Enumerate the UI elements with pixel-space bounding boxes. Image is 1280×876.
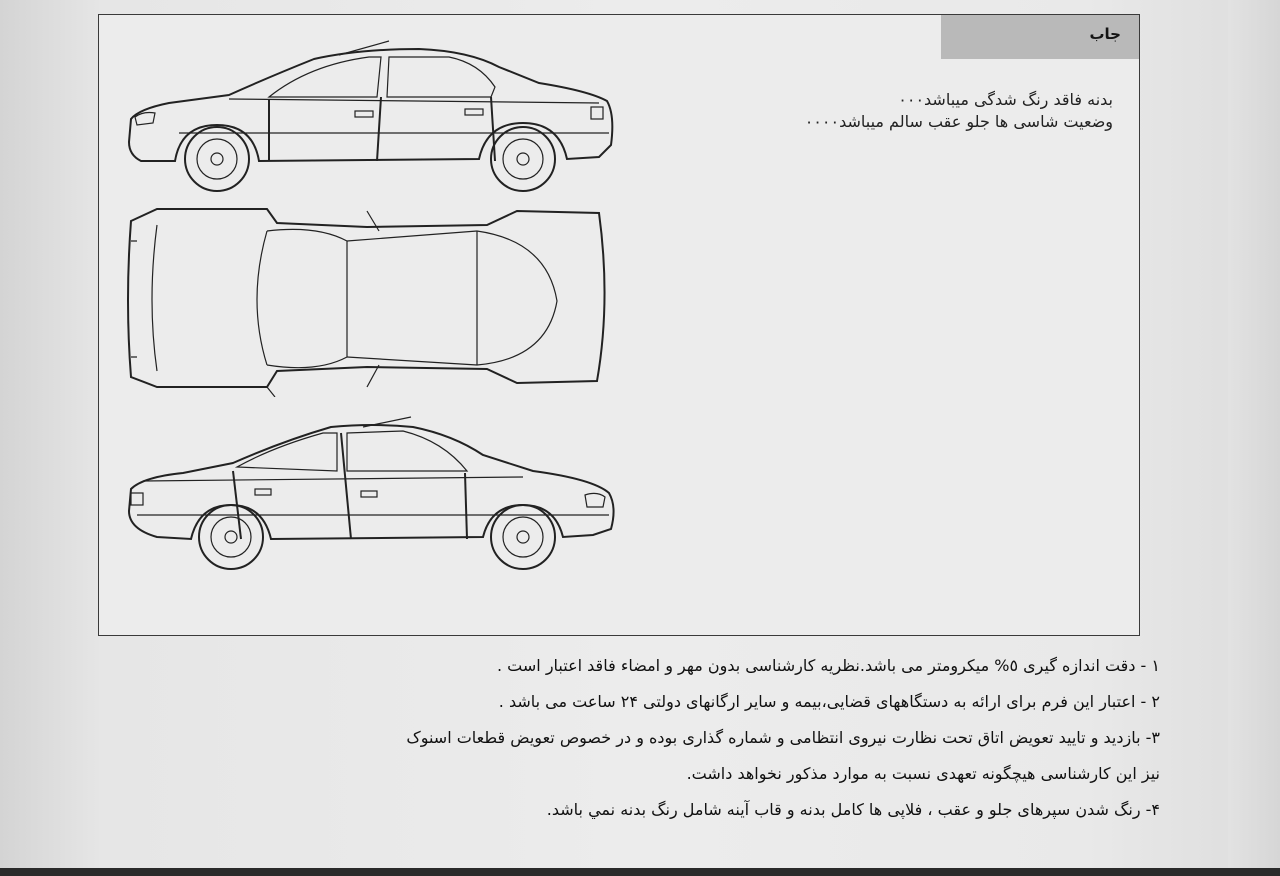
footnote-line: ٢ - اعتبار این فرم برای ارائه به دستگاههای قضایی،بیمه و سایر ارگانهای دولتی ٢۴ ساعت می باشد . — [498, 692, 1160, 711]
footnote-line: ۴- رنگ شدن سپرهای جلو و عقب ، فلاپی ها کامل بدنه و قاب آینه شامل رنگ بدنه نمي باشد. — [546, 800, 1160, 819]
note-line: بدنه فاقد رنگ شدگی میباشد٠٠٠ — [898, 90, 1113, 109]
paper-edge — [1228, 0, 1280, 876]
car-side-view-left — [119, 37, 619, 197]
note-line: وضعیت شاسی ها جلو عقب سالم میباشد٠٠٠٠ — [804, 112, 1113, 131]
footnotes — [60, 648, 1160, 828]
car-side-view-right — [123, 415, 623, 571]
bottom-edge — [0, 868, 1280, 876]
body-inspection-frame — [98, 14, 1140, 636]
inspection-notes — [643, 89, 1113, 133]
car-top-view — [117, 201, 613, 397]
footnote-line: ١ - دقت اندازه گیری ٥% میکرومتر می باشد.نظریه کارشناسی بدون مهر و امضاء فاقد اعتبار است . — [497, 656, 1160, 675]
section-title: جاب — [941, 15, 1139, 59]
footnote-line: نیز این کارشناسی هیچگونه تعهدی نسبت به موارد مذکور نخواهد داشت. — [686, 764, 1160, 783]
footnote-line: ٣- بازدید و تایید تعویض اتاق تحت نظارت نیروی انتظامی و شماره گذاری بوده و در خصوص تعویض قطعات اسنوک — [406, 728, 1160, 747]
